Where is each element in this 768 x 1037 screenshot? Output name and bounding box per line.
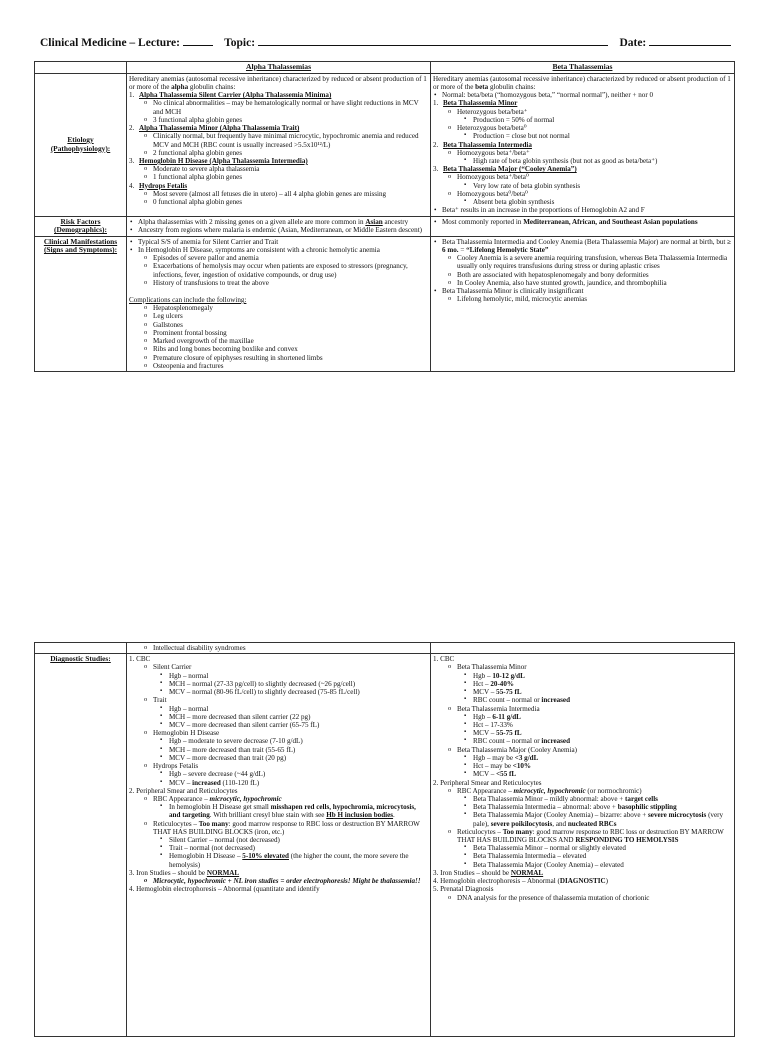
complication-item: o Osteopenia and fractures xyxy=(129,362,428,370)
beta-major-geno-a-detail: ▪ Very low rate of beta globin synthesis xyxy=(433,182,732,190)
beta-intermedia-geno-detail: ▪ High rate of beta globin synthesis (but not as good as beta/beta⁺) xyxy=(433,157,732,165)
smear-value: ▪ Beta Thalassemia Major (Cooley Anemia) – bizarre: above + severe microcytosis (very pale), severe poikilocytosis, and nucleated RBCs xyxy=(433,811,732,827)
alpha-silent-carrier: o Silent Carrier xyxy=(129,663,428,671)
beta-etiology-cell xyxy=(431,73,735,216)
beta-clinical-2: • Beta Thalassemia Minor is clinically insignificant xyxy=(433,287,732,295)
lab-value: ▪ MCV – increased (110-120 fL) xyxy=(129,779,428,787)
lab-value: ▪ MCV – 55-75 fL xyxy=(433,729,732,737)
beta-clinical-1a: o Cooley Anemia is a severe anemia requiring transfusion, whereas Beta Thalassemia Intermedia usually only requires transfusions during stress or during aplastic crises xyxy=(433,254,732,270)
beta-minor: o Beta Thalassemia Minor xyxy=(433,663,732,671)
date-blank[interactable] xyxy=(649,34,731,46)
beta-smear-heading: 2. Peripheral Smear and Reticulocytes xyxy=(433,778,542,787)
alpha-clinical-1: • Typical S/S of anemia for Silent Carrier and Trait xyxy=(129,238,428,246)
alpha-type-3: 3. Hemoglobin H Disease (Alpha Thalassemia Intermedia) xyxy=(129,156,308,165)
beta-minor-geno-a: o Heterozygous beta/beta⁺ xyxy=(433,108,732,116)
alpha-type-4: 4. Hydrops Fetalis xyxy=(129,181,188,190)
carryover-cell xyxy=(127,643,431,654)
beta-prenatal: 5. Prenatal Diagnosis xyxy=(433,885,494,894)
alpha-column-header: Alpha Thalassemias xyxy=(127,62,431,74)
alpha-iron: 3. Iron Studies – should be NORMAL xyxy=(129,868,240,877)
alpha-hydrops: o Hydrops Fetalis xyxy=(129,762,428,770)
lab-value: ▪ Hgb – 10-12 g/dL xyxy=(433,672,732,680)
beta-major: o Beta Thalassemia Major (Cooley Anemia) xyxy=(433,746,732,754)
alpha-risk-cell xyxy=(127,216,431,236)
retic-value: ▪ Silent Carrier – normal (not decreased) xyxy=(129,836,428,844)
beta-clinical-1c: o In Cooley Anemia, also have stunted growth, jaundice, and thrombophilia xyxy=(433,279,732,287)
alpha-risk-1: • Alpha thalassemias with 2 missing genes on a given allele are more common in Asian ancestry xyxy=(129,218,428,226)
complication-item: o Ribs and long bones becoming boxlike and convex xyxy=(129,345,428,353)
etiology-row xyxy=(35,73,735,216)
alpha-clinical-cell xyxy=(127,236,431,371)
alpha-type-3-genes: o 1 functional alpha globin genes xyxy=(129,173,428,181)
alpha-smear-heading: 2. Peripheral Smear and Reticulocytes xyxy=(129,786,238,795)
beta-minor-geno-b: o Heterozygous beta/beta⁰ xyxy=(433,124,732,132)
lab-value: ▪ MCH – more decreased than trait (55-65 fL) xyxy=(129,746,428,754)
carryover-label-cell xyxy=(35,643,127,654)
clinical-row xyxy=(35,236,735,371)
beta-intermedia-heading: 2. Beta Thalassemia Intermedia xyxy=(433,140,532,149)
course-label: Clinical Medicine – Lecture: xyxy=(40,37,180,49)
complication-item: o Marked overgrowth of the maxillae xyxy=(129,337,428,345)
lab-value: ▪ MCV – more decreased than silent carrier (65-75 fL) xyxy=(129,721,428,729)
carryover-row xyxy=(35,643,735,654)
beta-intermedia: o Beta Thalassemia Intermedia xyxy=(433,705,732,713)
alpha-diagnostic-cell xyxy=(127,654,431,1037)
alpha-electro-cut: 4. Hemoglobin electrophoresis – Abnormal (quantitate and identify xyxy=(129,885,320,894)
beta-column-header: Beta Thalassemias xyxy=(431,62,735,74)
beta-iron: 3. Iron Studies – should be NORMAL xyxy=(433,868,544,877)
lab-value: ▪ Hgb – normal xyxy=(129,672,428,680)
lab-value: ▪ Hct – may be <10% xyxy=(433,762,732,770)
lab-value: ▪ Hgb – normal xyxy=(129,705,428,713)
beta-intermedia-geno: o Homozygous beta⁺/beta⁺ xyxy=(433,149,732,157)
retic-value: ▪ Trait – normal (not decreased) xyxy=(129,844,428,852)
alpha-clinical-2b: o Exacerbations of hemolysis may occur when patients are exposed to stressors (pregnancy, infections, fever, ingestion of oxidative compounds, or drug use) xyxy=(129,262,428,278)
beta-etiology-intro: Hereditary anemias (autosomal recessive inheritance) characterized by reduced or absent production of 1 or more of the beta globulin chains: xyxy=(433,74,731,92)
column-header-row xyxy=(35,62,735,74)
lab-value: ▪ Hgb – may be <3 g/dL xyxy=(433,754,732,762)
comparison-table-page1 xyxy=(34,61,735,372)
smear-value: ▪ Beta Thalassemia Intermedia – abnormal: above + basophilic stippling xyxy=(433,803,732,811)
beta-minor-geno-a-detail: ▪ Production = 50% of normal xyxy=(433,116,732,124)
beta-clinical-cell xyxy=(431,236,735,371)
complication-item: o Gallstones xyxy=(129,321,428,329)
alpha-type-1: 1. Alpha Thalassemia Silent Carrier (Alpha Thalassemia Minima) xyxy=(129,91,332,100)
complication-item: o Prominent frontal bossing xyxy=(129,329,428,337)
carryover-beta-cell xyxy=(431,643,735,654)
beta-rbc-appearance: o RBC Appearance – microcytic, hypochromic (or normochromic) xyxy=(433,787,732,795)
beta-prenatal-detail: o DNA analysis for the presence of thalassemia mutation of chorionic xyxy=(433,894,732,902)
alpha-type-2: 2. Alpha Thalassemia Minor (Alpha Thalassemia Trait) xyxy=(129,124,300,133)
comparison-table-page2 xyxy=(34,642,735,1037)
alpha-iron-note: o Microcytic, hypochromic + NL iron studies = order electrophoresis! Might be thalassemia!! xyxy=(129,877,428,885)
corner-cell xyxy=(35,62,127,74)
retic-value: ▪ Beta Thalassemia Intermedia – elevated xyxy=(433,852,732,860)
risk-factors-row xyxy=(35,216,735,236)
alpha-trait: o Trait xyxy=(129,696,428,704)
beta-minor-geno-b-detail: ▪ Production = close but not normal xyxy=(433,132,732,140)
retic-value: ▪ Hemoglobin H Disease – 5-10% elevated (the higher the count, the more severe the hemolysis) xyxy=(129,852,428,868)
beta-major-geno-a: o Homozygous beta⁺/beta⁰ xyxy=(433,173,732,181)
beta-major-heading: 3. Beta Thalassemia Major (“Cooley Anemia”) xyxy=(433,165,577,174)
beta-risk-cell xyxy=(431,216,735,236)
alpha-rbc-appearance: o RBC Appearance – microcytic, hypochromic xyxy=(129,795,428,803)
alpha-hbh-smear: ▪ In hemoglobin H Disease get small misshapen red cells, hypochromia, microcytosis, and targeting. With brilliant cresyl blue stain with see Hb H inclusion bodies. xyxy=(129,803,428,819)
lab-value: ▪ MCV – <55 fL xyxy=(433,770,732,778)
retic-value: ▪ Beta Thalassemia Minor – normal or slightly elevated xyxy=(433,844,732,852)
beta-clinical-1b: o Both are associated with hepatosplenomegaly and bony deformities xyxy=(433,271,732,279)
document-header xyxy=(40,34,740,49)
alpha-clinical-2: • In Hemoglobin H Disease, symptoms are consistent with a chronic hemolytic anemia xyxy=(129,246,428,254)
beta-electrophoresis: 4. Hemoglobin electrophoresis – Abnormal (DIAGNOSTIC) xyxy=(433,877,608,886)
beta-diagnostic-cell xyxy=(431,654,735,1037)
diagnostic-row xyxy=(35,654,735,1037)
beta-cbc-heading: 1. CBC xyxy=(433,655,455,664)
lecture-blank[interactable] xyxy=(183,34,213,46)
lab-value: ▪ Hgb – 6-11 g/dL xyxy=(433,713,732,721)
beta-major-geno-b: o Homozygous beta⁰/beta⁰ xyxy=(433,190,732,198)
alpha-etiology-intro: Hereditary anemias (autosomal recessive inheritance) characterized by reduced or absent production of 1 or more of the alpha globulin chains: xyxy=(129,74,427,92)
alpha-type-2-genes: o 2 functional alpha globin genes xyxy=(129,149,428,157)
complication-item: o Premature closure of epiphyses resulting in shortened limbs xyxy=(129,354,428,362)
lab-value: ▪ MCV – more decreased than trait (20 pg) xyxy=(129,754,428,762)
beta-plus-note: • Beta⁺ results in an increase in the proportions of Hemoglobin A2 and F xyxy=(433,206,732,214)
lab-value: ▪ Hgb – severe decrease (~44 g/dL) xyxy=(129,770,428,778)
date-label: Date: xyxy=(619,37,647,49)
complications-label: Complications can include the following: xyxy=(129,295,247,304)
alpha-type-4-detail: o Most severe (almost all fetuses die in utero) – all 4 alpha globin genes are missing xyxy=(129,190,428,198)
lab-value: ▪ RBC count – normal or increased xyxy=(433,737,732,745)
alpha-etiology-cell xyxy=(127,73,431,216)
alpha-clinical-2c: o History of transfusions to treat the above xyxy=(129,279,428,287)
lab-value: ▪ MCH – normal (27-33 pg/cell) to slightly decreased (~26 pg/cell) xyxy=(129,680,428,688)
clinical-label: Clinical Manifestations (Signs and Symptoms): xyxy=(35,236,127,371)
lab-value: ▪ Hgb – moderate to severe decrease (7-10 g/dL) xyxy=(129,737,428,745)
alpha-type-2-detail: o Clinically normal, but frequently have minimal microcytic, hypochromic anemia and reduced MCV and MCH (RBC count is usually increased >5.5x10¹²/L) xyxy=(129,132,428,148)
retic-value: ▪ Beta Thalassemia Major (Cooley Anemia) – elevated xyxy=(433,861,732,869)
beta-retic: o Reticulocytes – Too many: good marrow response to RBC loss or destruction BY MARROW THAT HAS BUILDING BLOCKS AND RESPONDING TO HEMOLYSIS xyxy=(433,828,732,844)
topic-label: Topic: xyxy=(224,37,256,49)
beta-normal-genotype: • Normal: beta/beta (“homozygous beta,” “normal normal”), neither + nor 0 xyxy=(433,91,732,99)
carryover-item: o Intellectual disability syndromes xyxy=(129,644,428,652)
alpha-type-4-genes: o 0 functional alpha globin genes xyxy=(129,198,428,206)
alpha-retic: o Reticulocytes – Too many: good marrow response to RBC loss or destruction BY MARROW THAT HAS BUILDING BLOCKS (iron, etc.) xyxy=(129,820,428,836)
alpha-cbc-heading: 1. CBC xyxy=(129,655,151,664)
lab-value: ▪ MCV – normal (80-96 fL/cell) to slightly decreased (75-85 fL/cell) xyxy=(129,688,428,696)
lab-value: ▪ MCV – 55-75 fL xyxy=(433,688,732,696)
beta-major-geno-b-detail: ▪ Absent beta globin synthesis xyxy=(433,198,732,206)
topic-blank[interactable] xyxy=(258,34,608,46)
beta-clinical-1: • Beta Thalassemia Intermedia and Cooley Anemia (Beta Thalassemia Major) are normal at birth, but ≥ 6 mo. = “Lifelong Hemolytic State” xyxy=(433,238,732,254)
beta-risk-1: • Most commonly reported in Mediterranean, African, and Southeast Asian populations xyxy=(433,218,732,226)
lab-value: ▪ Hct – 20-40% xyxy=(433,680,732,688)
alpha-type-1-detail: o No clinical abnormalities – may be hematologically normal or have slight reductions in MCV and MCH xyxy=(129,99,428,115)
diagnostic-label: Diagnostic Studies: xyxy=(35,654,127,1037)
alpha-clinical-2a: o Episodes of severe pallor and anemia xyxy=(129,254,428,262)
risk-factors-label: Risk Factors (Demographics): xyxy=(35,216,127,236)
smear-value: ▪ Beta Thalassemia Minor – mildly abnormal: above + target cells xyxy=(433,795,732,803)
alpha-hbh: o Hemoglobin H Disease xyxy=(129,729,428,737)
complication-item: o Leg ulcers xyxy=(129,312,428,320)
alpha-type-3-detail: o Moderate to severe alpha thalassemia xyxy=(129,165,428,173)
lab-value: ▪ MCH – more decreased than silent carrier (22 pg) xyxy=(129,713,428,721)
beta-minor-heading: 1. Beta Thalassemia Minor xyxy=(433,99,518,108)
alpha-type-1-genes: o 3 functional alpha globin genes xyxy=(129,116,428,124)
beta-clinical-2a: o Lifelong hemolytic, mild, microcytic anemias xyxy=(433,295,732,303)
lab-value: ▪ Hct – 17-33% xyxy=(433,721,732,729)
lab-value: ▪ RBC count – normal or increased xyxy=(433,696,732,704)
etiology-label: Etiology (Pathophysiology): xyxy=(35,73,127,216)
alpha-risk-2: • Ancestry from regions where malaria is endemic (Asian, Mediterranean, or Middle Eastern descent) xyxy=(129,226,428,234)
complication-item: o Hepatosplenomegaly xyxy=(129,304,428,312)
